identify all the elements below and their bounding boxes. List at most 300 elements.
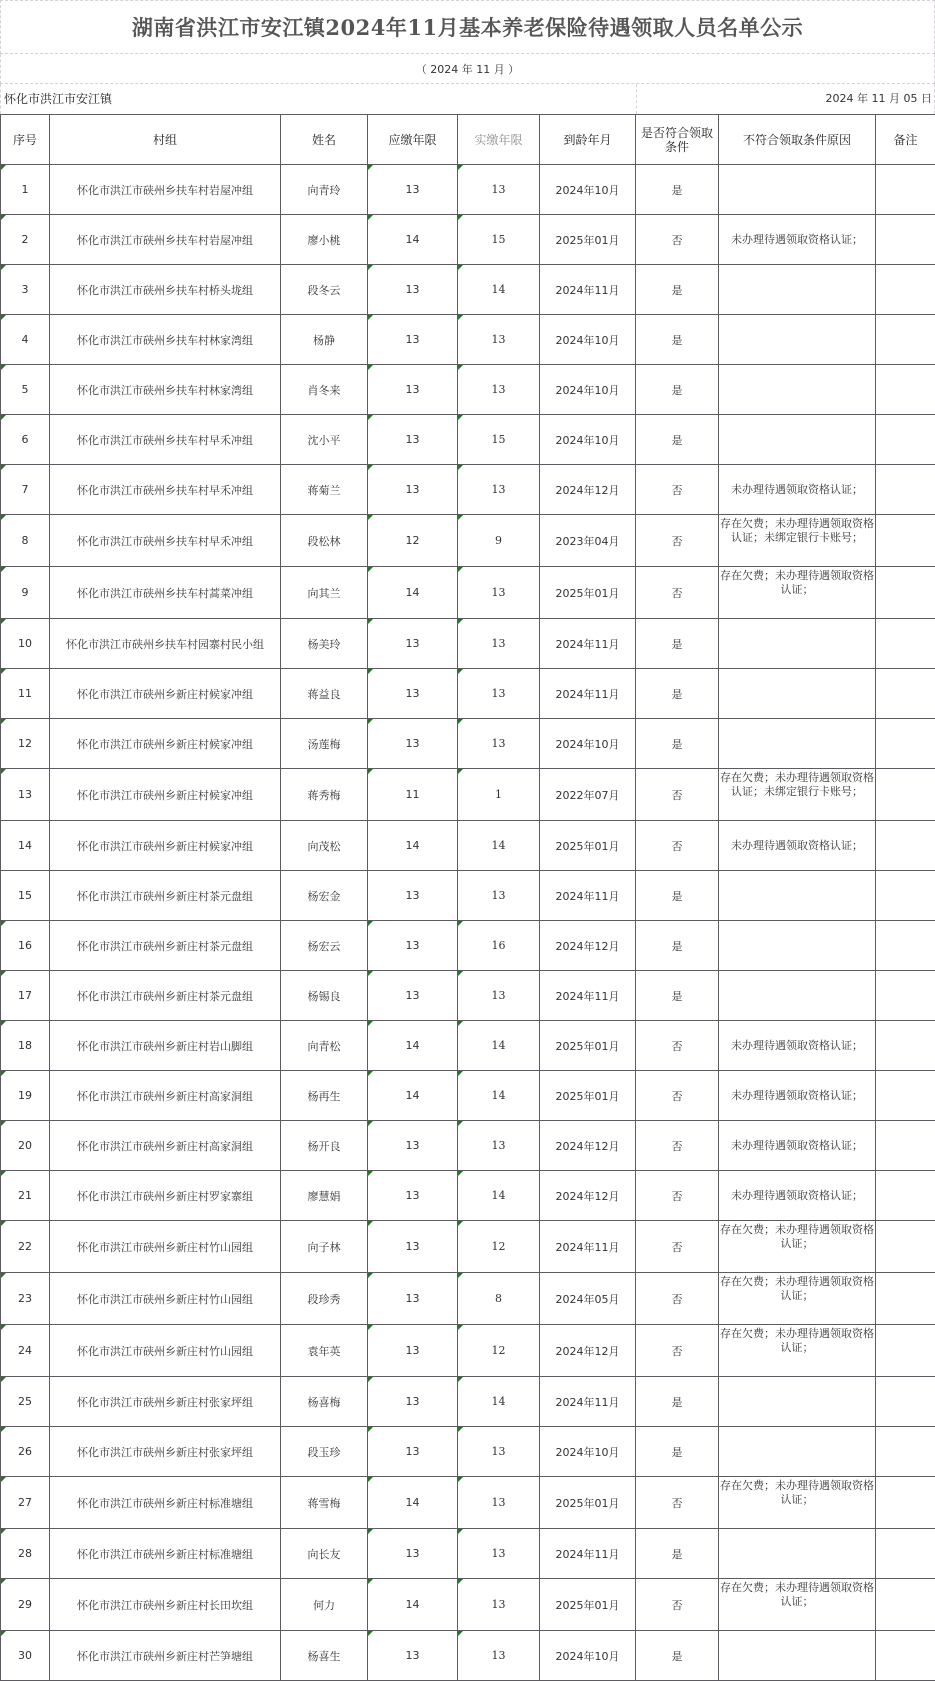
cell-marker-icon bbox=[458, 567, 463, 572]
cell-reason bbox=[719, 1631, 876, 1681]
cell-paid-years-text: 13 bbox=[492, 989, 506, 1002]
cell-name-text: 向青玲 bbox=[308, 184, 341, 197]
cell-paid-years-text: 8 bbox=[495, 1292, 502, 1305]
cell-eligible bbox=[636, 971, 719, 1021]
cell-marker-icon bbox=[368, 921, 373, 926]
cell-age-month-text: 2024年11月 bbox=[556, 1548, 620, 1561]
cell-marker-icon bbox=[458, 1529, 463, 1534]
table-row bbox=[1, 1071, 935, 1121]
col-header-note: 备注 bbox=[876, 115, 935, 165]
cell-no bbox=[1, 871, 50, 921]
cell-name bbox=[281, 619, 368, 669]
cell-name-text: 何力 bbox=[313, 1599, 335, 1612]
cell-reason bbox=[719, 265, 876, 315]
cell-paid-years-text: 13 bbox=[492, 1445, 506, 1458]
cell-age-month bbox=[540, 769, 636, 821]
col-header-village: 村组 bbox=[50, 115, 281, 165]
cell-name-text: 杨喜梅 bbox=[308, 1396, 341, 1409]
cell-reason bbox=[719, 921, 876, 971]
cell-village bbox=[50, 1427, 281, 1477]
cell-reason-text: 未办理待遇领取资格认证； bbox=[731, 1039, 863, 1052]
cell-required-years bbox=[368, 215, 458, 265]
cell-paid-years bbox=[458, 465, 540, 515]
cell-marker-icon bbox=[368, 1427, 373, 1432]
cell-marker-icon bbox=[368, 315, 373, 320]
cell-marker-icon bbox=[1, 1021, 6, 1026]
cell-marker-icon bbox=[458, 215, 463, 220]
cell-village bbox=[50, 1021, 281, 1071]
cell-name bbox=[281, 1221, 368, 1273]
cell-name-text: 蒋菊兰 bbox=[308, 484, 341, 497]
cell-age-month bbox=[540, 1071, 636, 1121]
cell-no-text: 13 bbox=[18, 788, 32, 801]
cell-no bbox=[1, 1273, 50, 1325]
cell-no-text: 22 bbox=[18, 1240, 32, 1253]
cell-village bbox=[50, 567, 281, 619]
cell-marker-icon bbox=[458, 1579, 463, 1584]
cell-required-years bbox=[368, 921, 458, 971]
cell-paid-years bbox=[458, 1273, 540, 1325]
cell-name bbox=[281, 1579, 368, 1631]
cell-village bbox=[50, 215, 281, 265]
cell-age-month bbox=[540, 1427, 636, 1477]
cell-eligible bbox=[636, 415, 719, 465]
cell-age-month-text: 2024年10月 bbox=[556, 1650, 620, 1663]
cell-marker-icon bbox=[1, 719, 6, 724]
cell-marker-icon bbox=[1, 1121, 6, 1126]
cell-no-text: 20 bbox=[18, 1139, 32, 1152]
cell-required-years-text: 13 bbox=[406, 1395, 420, 1408]
cell-name-text: 向子林 bbox=[308, 1241, 341, 1254]
cell-marker-icon bbox=[368, 215, 373, 220]
cell-marker-icon bbox=[1, 769, 6, 774]
table-row bbox=[1, 1377, 935, 1427]
cell-eligible-text: 否 bbox=[672, 1241, 683, 1254]
cell-name-text: 向青松 bbox=[308, 1040, 341, 1053]
cell-required-years-text: 13 bbox=[406, 889, 420, 902]
cell-marker-icon bbox=[1, 265, 6, 270]
table-row bbox=[1, 769, 935, 821]
cell-name bbox=[281, 821, 368, 871]
cell-name bbox=[281, 1325, 368, 1377]
cell-name-text: 杨宏金 bbox=[308, 890, 341, 903]
cell-eligible bbox=[636, 567, 719, 619]
col-header-name: 姓名 bbox=[281, 115, 368, 165]
cell-name bbox=[281, 719, 368, 769]
cell-village-text: 怀化市洪江市硖州乡扶车村早禾冲组 bbox=[77, 434, 253, 447]
cell-reason bbox=[719, 215, 876, 265]
cell-age-month-text: 2025年01月 bbox=[556, 234, 620, 247]
cell-no bbox=[1, 821, 50, 871]
cell-no bbox=[1, 669, 50, 719]
cell-note bbox=[876, 619, 935, 669]
cell-required-years bbox=[368, 719, 458, 769]
cell-age-month-text: 2024年12月 bbox=[556, 940, 620, 953]
cell-marker-icon bbox=[1, 315, 6, 320]
cell-no-text: 9 bbox=[22, 586, 29, 599]
table-row bbox=[1, 719, 935, 769]
cell-no-text: 10 bbox=[18, 637, 32, 650]
cell-age-month-text: 2024年05月 bbox=[556, 1293, 620, 1306]
cell-required-years-text: 14 bbox=[406, 233, 420, 246]
cell-marker-icon bbox=[1, 1631, 6, 1636]
cell-marker-icon bbox=[1, 1477, 6, 1482]
cell-required-years-text: 13 bbox=[406, 1344, 420, 1357]
cell-required-years-text: 13 bbox=[406, 483, 420, 496]
cell-required-years bbox=[368, 515, 458, 567]
cell-name bbox=[281, 1529, 368, 1579]
cell-note bbox=[876, 1071, 935, 1121]
cell-village-text: 怀化市洪江市硖州乡新庄村高家洞组 bbox=[77, 1090, 253, 1103]
cell-no bbox=[1, 315, 50, 365]
cell-required-years-text: 14 bbox=[406, 1598, 420, 1611]
cell-eligible bbox=[636, 215, 719, 265]
cell-reason-text: 存在欠费；未办理待遇领取资格认证；未绑定银行卡账号； bbox=[720, 517, 874, 544]
cell-name-text: 向长友 bbox=[308, 1548, 341, 1561]
cell-name bbox=[281, 1021, 368, 1071]
cell-required-years-text: 13 bbox=[406, 1240, 420, 1253]
cell-age-month bbox=[540, 1221, 636, 1273]
cell-age-month bbox=[540, 315, 636, 365]
cell-village bbox=[50, 465, 281, 515]
cell-marker-icon bbox=[368, 1071, 373, 1076]
cell-marker-icon bbox=[368, 415, 373, 420]
cell-name bbox=[281, 971, 368, 1021]
cell-required-years-text: 14 bbox=[406, 1496, 420, 1509]
table-row bbox=[1, 1325, 935, 1377]
cell-paid-years bbox=[458, 871, 540, 921]
cell-age-month-text: 2025年01月 bbox=[556, 1497, 620, 1510]
cell-paid-years-text: 1 bbox=[495, 788, 502, 801]
cell-no-text: 27 bbox=[18, 1496, 32, 1509]
cell-name bbox=[281, 215, 368, 265]
cell-age-month-text: 2024年11月 bbox=[556, 890, 620, 903]
cell-paid-years bbox=[458, 1171, 540, 1221]
cell-reason-text: 存在欠费；未办理待遇领取资格认证； bbox=[720, 1581, 874, 1608]
table-row bbox=[1, 1529, 935, 1579]
cell-reason bbox=[719, 971, 876, 1021]
cell-paid-years-text: 16 bbox=[492, 939, 506, 952]
cell-village bbox=[50, 821, 281, 871]
cell-age-month-text: 2024年11月 bbox=[556, 284, 620, 297]
cell-eligible-text: 否 bbox=[672, 535, 683, 548]
cell-village bbox=[50, 1121, 281, 1171]
cell-no-text: 24 bbox=[18, 1344, 32, 1357]
cell-paid-years-text: 12 bbox=[492, 1344, 506, 1357]
cell-marker-icon bbox=[1, 1071, 6, 1076]
table-row bbox=[1, 1171, 935, 1221]
cell-paid-years-text: 13 bbox=[492, 333, 506, 346]
cell-no bbox=[1, 1071, 50, 1121]
cell-no bbox=[1, 971, 50, 1021]
cell-paid-years bbox=[458, 669, 540, 719]
cell-village bbox=[50, 1273, 281, 1325]
cell-age-month-text: 2024年12月 bbox=[556, 1140, 620, 1153]
table-row bbox=[1, 465, 935, 515]
cell-no bbox=[1, 567, 50, 619]
cell-marker-icon bbox=[1, 921, 6, 926]
cell-eligible-text: 是 bbox=[672, 638, 683, 651]
cell-age-month bbox=[540, 1325, 636, 1377]
cell-marker-icon bbox=[1, 1171, 6, 1176]
cell-name-text: 肖冬来 bbox=[308, 384, 341, 397]
cell-paid-years bbox=[458, 1579, 540, 1631]
cell-age-month-text: 2024年10月 bbox=[556, 1446, 620, 1459]
cell-required-years bbox=[368, 1071, 458, 1121]
period-row bbox=[0, 54, 935, 84]
cell-eligible-text: 否 bbox=[672, 1293, 683, 1306]
cell-name bbox=[281, 1273, 368, 1325]
cell-required-years bbox=[368, 415, 458, 465]
cell-eligible-text: 是 bbox=[672, 384, 683, 397]
cell-note bbox=[876, 1579, 935, 1631]
cell-marker-icon bbox=[1, 619, 6, 624]
cell-village-text: 怀化市洪江市硖州乡扶车村桥头垅组 bbox=[77, 284, 253, 297]
cell-village bbox=[50, 515, 281, 567]
cell-village-text: 怀化市洪江市硖州乡新庄村罗家寨组 bbox=[77, 1190, 253, 1203]
cell-reason bbox=[719, 1171, 876, 1221]
cell-village-text: 怀化市洪江市硖州乡新庄村茶元盘组 bbox=[77, 890, 253, 903]
cell-age-month-text: 2024年11月 bbox=[556, 688, 620, 701]
cell-required-years-text: 13 bbox=[406, 433, 420, 446]
cell-paid-years-text: 14 bbox=[492, 283, 506, 296]
cell-eligible-text: 是 bbox=[672, 688, 683, 701]
cell-reason bbox=[719, 165, 876, 215]
cell-village-text: 怀化市洪江市硖州乡新庄村高家洞组 bbox=[77, 1140, 253, 1153]
cell-village bbox=[50, 871, 281, 921]
cell-eligible bbox=[636, 1427, 719, 1477]
cell-age-month bbox=[540, 265, 636, 315]
cell-note bbox=[876, 515, 935, 567]
table-row bbox=[1, 315, 935, 365]
cell-name bbox=[281, 1171, 368, 1221]
cell-paid-years bbox=[458, 1377, 540, 1427]
cell-no bbox=[1, 1121, 50, 1171]
table-row bbox=[1, 1021, 935, 1071]
cell-eligible-text: 是 bbox=[672, 1650, 683, 1663]
cell-no-text: 28 bbox=[18, 1547, 32, 1560]
cell-no bbox=[1, 1579, 50, 1631]
cell-paid-years-text: 13 bbox=[492, 586, 506, 599]
cell-paid-years-text: 13 bbox=[492, 1547, 506, 1560]
cell-reason bbox=[719, 1221, 876, 1273]
cell-reason-text: 存在欠费；未办理待遇领取资格认证；未绑定银行卡账号； bbox=[720, 771, 874, 798]
cell-village-text: 怀化市洪江市硖州乡新庄村岩山脚组 bbox=[77, 1040, 253, 1053]
cell-age-month bbox=[540, 1021, 636, 1071]
cell-marker-icon bbox=[368, 465, 373, 470]
cell-reason bbox=[719, 1121, 876, 1171]
cell-eligible-text: 是 bbox=[672, 434, 683, 447]
cell-name-text: 廖小桃 bbox=[308, 234, 341, 247]
cell-name-text: 汤莲梅 bbox=[308, 738, 341, 751]
cell-paid-years bbox=[458, 1121, 540, 1171]
cell-reason bbox=[719, 365, 876, 415]
cell-age-month-text: 2024年10月 bbox=[556, 384, 620, 397]
cell-note bbox=[876, 1427, 935, 1477]
cell-no bbox=[1, 921, 50, 971]
cell-paid-years-text: 13 bbox=[492, 1598, 506, 1611]
cell-marker-icon bbox=[368, 719, 373, 724]
cell-reason-text: 存在欠费；未办理待遇领取资格认证； bbox=[720, 1327, 874, 1354]
cell-eligible bbox=[636, 1579, 719, 1631]
cell-village-text: 怀化市洪江市硖州乡新庄村候家冲组 bbox=[77, 789, 253, 802]
cell-no bbox=[1, 1427, 50, 1477]
cell-marker-icon bbox=[458, 769, 463, 774]
table-row bbox=[1, 215, 935, 265]
period-label: （ 2024 年 11 月 ） bbox=[416, 61, 519, 77]
cell-note bbox=[876, 1273, 935, 1325]
cell-paid-years-text: 14 bbox=[492, 1189, 506, 1202]
cell-eligible-text: 是 bbox=[672, 184, 683, 197]
cell-paid-years-text: 14 bbox=[492, 839, 506, 852]
cell-marker-icon bbox=[368, 619, 373, 624]
cell-no bbox=[1, 1477, 50, 1529]
table-row bbox=[1, 1579, 935, 1631]
table-row bbox=[1, 165, 935, 215]
cell-marker-icon bbox=[1, 365, 6, 370]
cell-no-text: 19 bbox=[18, 1089, 32, 1102]
cell-eligible bbox=[636, 1021, 719, 1071]
cell-marker-icon bbox=[368, 669, 373, 674]
cell-marker-icon bbox=[458, 1477, 463, 1482]
table-row bbox=[1, 1273, 935, 1325]
cell-no-text: 1 bbox=[22, 183, 29, 196]
cell-age-month bbox=[540, 365, 636, 415]
cell-age-month bbox=[540, 215, 636, 265]
cell-reason-text: 存在欠费；未办理待遇领取资格认证； bbox=[720, 1479, 874, 1506]
table-header-row bbox=[1, 115, 935, 165]
cell-reason bbox=[719, 769, 876, 821]
cell-eligible-text: 否 bbox=[672, 587, 683, 600]
cell-marker-icon bbox=[458, 315, 463, 320]
table-row bbox=[1, 265, 935, 315]
cell-eligible-text: 是 bbox=[672, 940, 683, 953]
cell-marker-icon bbox=[458, 1631, 463, 1636]
cell-age-month bbox=[540, 971, 636, 1021]
cell-marker-icon bbox=[368, 1021, 373, 1026]
cell-note bbox=[876, 315, 935, 365]
cell-reason bbox=[719, 719, 876, 769]
cell-no-text: 5 bbox=[22, 383, 29, 396]
cell-name bbox=[281, 1071, 368, 1121]
cell-reason bbox=[719, 567, 876, 619]
cell-age-month-text: 2023年04月 bbox=[556, 535, 620, 548]
cell-required-years-text: 14 bbox=[406, 839, 420, 852]
cell-required-years-text: 13 bbox=[406, 1649, 420, 1662]
cell-eligible bbox=[636, 619, 719, 669]
cell-required-years bbox=[368, 971, 458, 1021]
cell-required-years bbox=[368, 1377, 458, 1427]
cell-required-years bbox=[368, 871, 458, 921]
cell-no-text: 14 bbox=[18, 839, 32, 852]
cell-required-years bbox=[368, 1273, 458, 1325]
cell-required-years-text: 13 bbox=[406, 1547, 420, 1560]
cell-age-month-text: 2024年12月 bbox=[556, 484, 620, 497]
cell-reason-text: 未办理待遇领取资格认证； bbox=[731, 1089, 863, 1102]
cell-eligible bbox=[636, 1377, 719, 1427]
cell-name-text: 段冬云 bbox=[308, 284, 341, 297]
cell-required-years bbox=[368, 567, 458, 619]
cell-eligible bbox=[636, 365, 719, 415]
cell-village bbox=[50, 1221, 281, 1273]
cell-age-month bbox=[540, 567, 636, 619]
cell-age-month-text: 2024年10月 bbox=[556, 434, 620, 447]
cell-eligible-text: 是 bbox=[672, 890, 683, 903]
location-row bbox=[0, 84, 935, 114]
cell-village bbox=[50, 315, 281, 365]
cell-eligible-text: 否 bbox=[672, 1040, 683, 1053]
cell-no bbox=[1, 1631, 50, 1681]
cell-required-years-text: 14 bbox=[406, 1089, 420, 1102]
cell-paid-years bbox=[458, 365, 540, 415]
cell-marker-icon bbox=[458, 1325, 463, 1330]
cell-age-month-text: 2025年01月 bbox=[556, 1040, 620, 1053]
cell-age-month-text: 2022年07月 bbox=[556, 789, 620, 802]
cell-name-text: 段松林 bbox=[308, 535, 341, 548]
cell-required-years-text: 13 bbox=[406, 283, 420, 296]
cell-required-years-text: 13 bbox=[406, 939, 420, 952]
cell-required-years-text: 13 bbox=[406, 1139, 420, 1152]
cell-note bbox=[876, 1121, 935, 1171]
cell-name bbox=[281, 315, 368, 365]
cell-marker-icon bbox=[368, 1221, 373, 1226]
cell-name-text: 杨锡良 bbox=[308, 990, 341, 1003]
cell-marker-icon bbox=[458, 1171, 463, 1176]
cell-eligible bbox=[636, 465, 719, 515]
cell-village-text: 怀化市洪江市硖州乡扶车村林家湾组 bbox=[77, 334, 253, 347]
cell-name bbox=[281, 415, 368, 465]
cell-paid-years-text: 14 bbox=[492, 1089, 506, 1102]
cell-marker-icon bbox=[1, 971, 6, 976]
cell-paid-years-text: 13 bbox=[492, 383, 506, 396]
cell-no-text: 26 bbox=[18, 1445, 32, 1458]
cell-marker-icon bbox=[458, 165, 463, 170]
cell-marker-icon bbox=[1, 1221, 6, 1226]
cell-name bbox=[281, 669, 368, 719]
cell-village bbox=[50, 1071, 281, 1121]
cell-required-years-text: 13 bbox=[406, 989, 420, 1002]
cell-marker-icon bbox=[368, 165, 373, 170]
cell-no bbox=[1, 719, 50, 769]
cell-no bbox=[1, 1021, 50, 1071]
cell-note bbox=[876, 1377, 935, 1427]
cell-paid-years bbox=[458, 515, 540, 567]
cell-name bbox=[281, 1477, 368, 1529]
cell-name-text: 杨宏云 bbox=[308, 940, 341, 953]
cell-name bbox=[281, 1631, 368, 1681]
cell-no-text: 16 bbox=[18, 939, 32, 952]
location-divider bbox=[636, 84, 637, 114]
cell-eligible bbox=[636, 1529, 719, 1579]
cell-eligible bbox=[636, 315, 719, 365]
cell-no-text: 29 bbox=[18, 1598, 32, 1611]
cell-reason bbox=[719, 515, 876, 567]
cell-age-month bbox=[540, 619, 636, 669]
cell-no bbox=[1, 465, 50, 515]
table-row bbox=[1, 567, 935, 619]
cell-eligible bbox=[636, 1631, 719, 1681]
cell-village-text: 怀化市洪江市硖州乡新庄村竹山园组 bbox=[77, 1345, 253, 1358]
cell-required-years bbox=[368, 769, 458, 821]
cell-village-text: 怀化市洪江市硖州乡新庄村张家坪组 bbox=[77, 1446, 253, 1459]
cell-reason bbox=[719, 669, 876, 719]
cell-village bbox=[50, 971, 281, 1021]
cell-marker-icon bbox=[1, 1325, 6, 1330]
cell-note bbox=[876, 669, 935, 719]
cell-age-month bbox=[540, 1477, 636, 1529]
cell-reason bbox=[719, 1273, 876, 1325]
cell-required-years-text: 13 bbox=[406, 1189, 420, 1202]
